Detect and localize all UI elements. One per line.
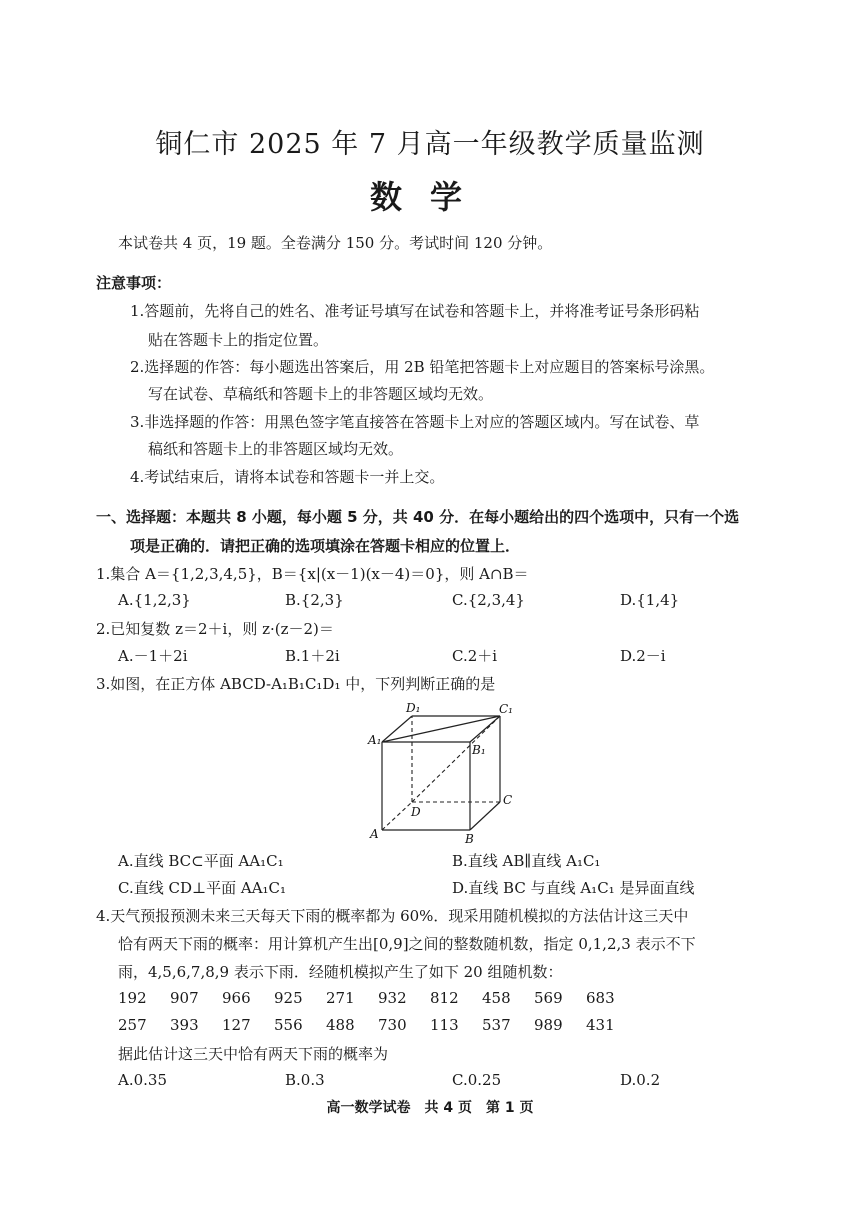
- subject-title: 数学: [369, 178, 490, 216]
- q4-option-a: A.0.35: [118, 1071, 167, 1089]
- random-number: 488: [326, 1016, 355, 1034]
- q3-option-a: A.直线 BC⊂平面 AA₁C₁: [118, 852, 284, 870]
- q1-option-d: D.{1,4}: [620, 591, 680, 609]
- q1-option-b: B.{2,3}: [285, 591, 344, 609]
- random-number: 907: [170, 989, 199, 1007]
- notice-item-1b: 贴在答题卡上的指定位置。: [148, 331, 329, 349]
- random-number: 393: [170, 1016, 199, 1034]
- q3-option-b: B.直线 AB∥直线 A₁C₁: [452, 852, 601, 870]
- random-number: 537: [482, 1016, 511, 1034]
- vertex-label-b: B: [465, 832, 474, 844]
- q2-stem: 2.已知复数 z＝2＋i，则 z·(z－2)＝: [96, 620, 334, 638]
- page-footer: 高一数学试卷 共 4 页 第 1 页: [326, 1100, 534, 1116]
- random-number: 812: [430, 989, 459, 1007]
- vertex-label-a1: A₁: [368, 733, 382, 747]
- random-number: 569: [534, 989, 563, 1007]
- q3-option-d: D.直线 BC 与直线 A₁C₁ 是异面直线: [452, 879, 695, 897]
- random-number: 271: [326, 989, 355, 1007]
- notice-item-3b: 稿纸和答题卡上的非答题区域均无效。: [148, 440, 404, 458]
- exam-title: 铜仁市 2025 年 7 月高一年级教学质量监测: [155, 129, 705, 160]
- vertex-label-b1: B₁: [472, 743, 486, 757]
- random-number: 257: [118, 1016, 147, 1034]
- notice-heading: 注意事项：: [96, 274, 172, 292]
- q4-ask: 据此估计这三天中恰有两天下雨的概率为: [118, 1045, 389, 1063]
- q4-stem-line1: 4.天气预报预测未来三天每天下雨的概率都为 60%．现采用随机模拟的方法估计这三天中: [96, 907, 689, 925]
- random-number: 683: [586, 989, 615, 1007]
- q4-random-numbers-row2: [118, 1016, 638, 1034]
- q4-random-numbers-row1: [118, 989, 638, 1007]
- q2-option-b: B.1＋2i: [285, 647, 340, 665]
- vertex-label-d1: D₁: [406, 701, 421, 715]
- random-number: 127: [222, 1016, 251, 1034]
- cube-figure: [360, 698, 520, 844]
- notice-item-4: 4.考试结束后，请将本试卷和答题卡一并上交。: [130, 468, 445, 486]
- section-heading-line1: 一、选择题：本题共 8 小题，每小题 5 分，共 40 分．在每小题给出的四个选项中，只有一个选: [96, 508, 740, 526]
- vertex-label-c1: C₁: [499, 702, 513, 716]
- notice-item-2a: 2.选择题的作答：每小题选出答案后，用 2B 铅笔把答题卡上对应题目的答案标号涂黑。: [130, 358, 715, 376]
- random-number: 730: [378, 1016, 407, 1034]
- random-number: 431: [586, 1016, 615, 1034]
- q1-option-c: C.{2,3,4}: [452, 591, 525, 609]
- q4-stem-line2: 恰有两天下雨的概率：用计算机产生出[0,9]之间的整数随机数，指定 0,1,2,3 表示不下: [118, 935, 696, 953]
- random-number: 192: [118, 989, 147, 1007]
- q3-stem: 3.如图，在正方体 ABCD-A₁B₁C₁D₁ 中，下列判断正确的是: [96, 675, 496, 693]
- vertex-label-a: A: [370, 827, 379, 841]
- vertex-label-d: D: [411, 805, 421, 819]
- vertex-label-c: C: [503, 793, 513, 807]
- q2-option-d: D.2－i: [620, 647, 666, 665]
- random-number: 113: [430, 1016, 459, 1034]
- q2-option-a: A.－1＋2i: [118, 647, 188, 665]
- notice-item-2b: 写在试卷、草稿纸和答题卡上的非答题区域均无效。: [148, 385, 494, 403]
- random-number: 556: [274, 1016, 303, 1034]
- random-number: 966: [222, 989, 251, 1007]
- q4-stem-line3: 雨，4,5,6,7,8,9 表示下雨．经随机模拟产生了如下 20 组随机数：: [118, 963, 563, 981]
- section-heading-line2: 项是正确的．请把正确的选项填涂在答题卡相应的位置上．: [130, 537, 521, 555]
- exam-intro: 本试卷共 4 页，19 题。全卷满分 150 分。考试时间 120 分钟。: [118, 234, 553, 252]
- random-number: 989: [534, 1016, 563, 1034]
- q1-option-a: A.{1,2,3}: [118, 591, 191, 609]
- q4-option-c: C.0.25: [452, 1071, 502, 1089]
- q2-option-c: C.2＋i: [452, 647, 498, 665]
- random-number: 932: [378, 989, 407, 1007]
- q3-option-c: C.直线 CD⊥平面 AA₁C₁: [118, 879, 287, 897]
- random-number: 925: [274, 989, 303, 1007]
- q1-stem: 1.集合 A＝{1,2,3,4,5}，B＝{x|(x－1)(x－4)＝0}，则 A∩B＝: [96, 565, 529, 583]
- q4-option-b: B.0.3: [285, 1071, 325, 1089]
- random-number: 458: [482, 989, 511, 1007]
- notice-item-1a: 1.答题前，先将自己的姓名、准考证号填写在试卷和答题卡上，并将准考证号条形码粘: [130, 302, 700, 320]
- q4-option-d: D.0.2: [620, 1071, 661, 1089]
- notice-item-3a: 3.非选择题的作答：用黑色签字笔直接答在答题卡上对应的答题区域内。写在试卷、草: [130, 413, 700, 431]
